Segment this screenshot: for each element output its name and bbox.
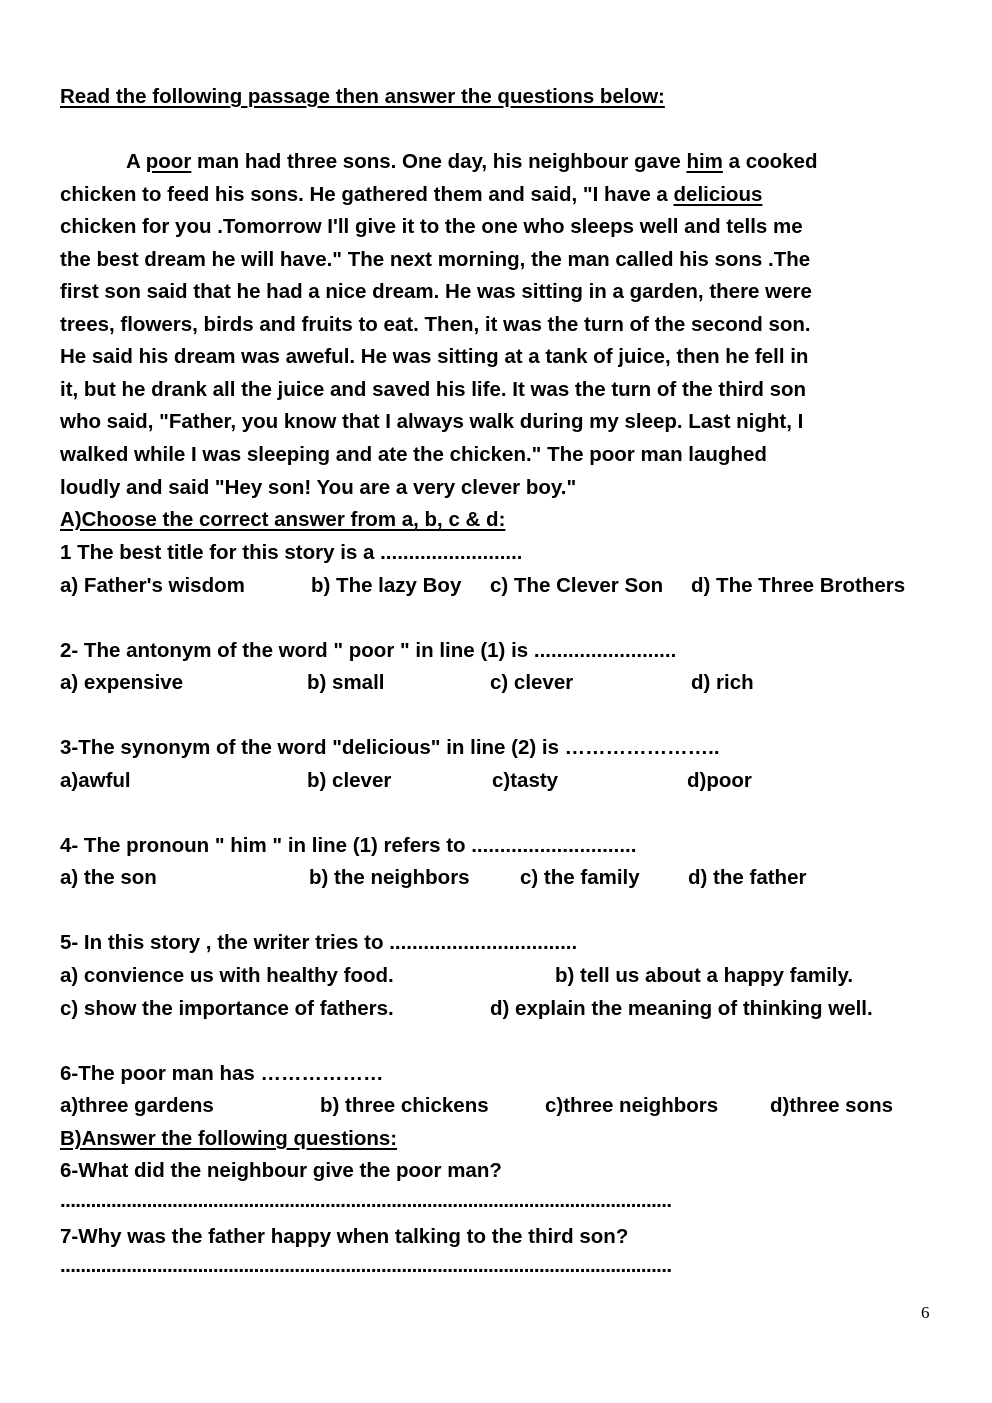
answer-option[interactable]: c) show the importance of fathers. [60,997,394,1020]
section-b-heading: B)Answer the following questions: [60,1127,398,1150]
answer-option[interactable]: b) tell us about a happy family. [555,964,854,987]
question-5: 5- In this story , the writer tries to ................................. [60,931,578,954]
answer-option[interactable]: c) the family [520,866,640,889]
underlined-word: delicious [673,183,763,206]
passage-line [60,377,806,403]
answer-option[interactable]: b) three chickens [320,1094,489,1117]
question-4: 4- The pronoun " him " in line (1) refers to ............................. [60,834,637,857]
answer-option[interactable]: d)three sons [770,1094,894,1117]
answer-option[interactable]: d) rich [691,671,754,694]
answer-option[interactable]: d) the father [688,866,807,889]
passage-text: the best dream he will have." The next morning, the man called his sons .The [60,248,811,271]
passage-text: walked while I was sleeping and ate the chicken." The poor man laughed [60,443,767,466]
open-question: 7-Why was the father happy when talking to the third son? [60,1225,629,1248]
answer-option[interactable]: b) the neighbors [309,866,470,889]
answer-option[interactable]: c)three neighbors [545,1094,719,1117]
passage-line [60,279,812,305]
answer-option[interactable]: c) clever [490,671,574,694]
answer-option[interactable]: a) Father's wisdom [60,574,245,597]
answer-option[interactable]: a) convience us with healthy food. [60,964,394,987]
question-6: 6-The poor man has ……………… [60,1062,384,1085]
answer-option[interactable]: b) The lazy Boy [311,574,462,597]
passage-line [60,475,576,501]
underlined-word: poor [145,150,192,173]
page-number: 6 [921,1303,930,1322]
open-question: 6-What did the neighbour give the poor man? [60,1159,502,1182]
passage-line [60,409,803,435]
passage-line [60,182,762,208]
section-a-heading: A)Choose the correct answer from a, b, c & d: [60,508,506,531]
passage-text: who said, "Father, you know that I always walk during my sleep. Last night, I [60,410,804,433]
passage-text: chicken to feed his sons. He gathered them and said, "I have a [60,183,674,206]
answer-option[interactable]: c) The Clever Son [490,574,664,597]
answer-option[interactable]: d) explain the meaning of thinking well. [490,997,873,1020]
passage-text: a cooked [722,150,818,173]
answer-option[interactable]: d)poor [687,769,752,792]
passage-text: chicken for you .Tomorrow I'll give it to the one who sleeps well and tells me [60,215,803,238]
passage-line [60,247,810,273]
passage-line [60,344,808,370]
passage-text: man had three sons. One day, his neighbour gave [191,150,687,173]
passage-text: first son said that he had a nice dream. He was sitting in a garden, there were [60,280,812,303]
underlined-word: him [686,150,723,173]
passage-text: He said his dream was aweful. He was sitting at a tank of juice, then he fell in [60,345,809,368]
answer-option[interactable]: a)awful [60,769,131,792]
answer-line[interactable]: ........................................................................................................................ [60,1189,672,1212]
passage-text: A [126,150,146,173]
passage-line [60,312,811,338]
answer-option[interactable]: a) the son [60,866,157,889]
question-1: 1 The best title for this story is a ......................... [60,541,523,564]
answer-option[interactable]: a) expensive [60,671,184,694]
answer-option[interactable]: b) clever [307,769,392,792]
instructions-heading: Read the following passage then answer the questions below: [60,85,665,108]
answer-option[interactable]: d) The Three Brothers [691,574,906,597]
passage-line [60,214,803,240]
passage-text: loudly and said "Hey son! You are a very clever boy." [60,476,577,499]
answer-line[interactable]: ........................................................................................................................ [60,1254,672,1277]
question-2: 2- The antonym of the word " poor " in line (1) is ......................... [60,639,677,662]
passage-text: it, but he drank all the juice and saved his life. It was the turn of the third son [60,378,807,401]
answer-option[interactable]: c)tasty [492,769,559,792]
passage-line [60,442,767,468]
question-3: 3-The synonym of the word "delicious" in line (2) is ………………….. [60,736,720,759]
passage-text: trees, flowers, birds and fruits to eat. Then, it was the turn of the second son. [60,313,811,336]
answer-option[interactable]: b) small [307,671,385,694]
answer-option[interactable]: a)three gardens [60,1094,214,1117]
passage-line [126,149,817,175]
